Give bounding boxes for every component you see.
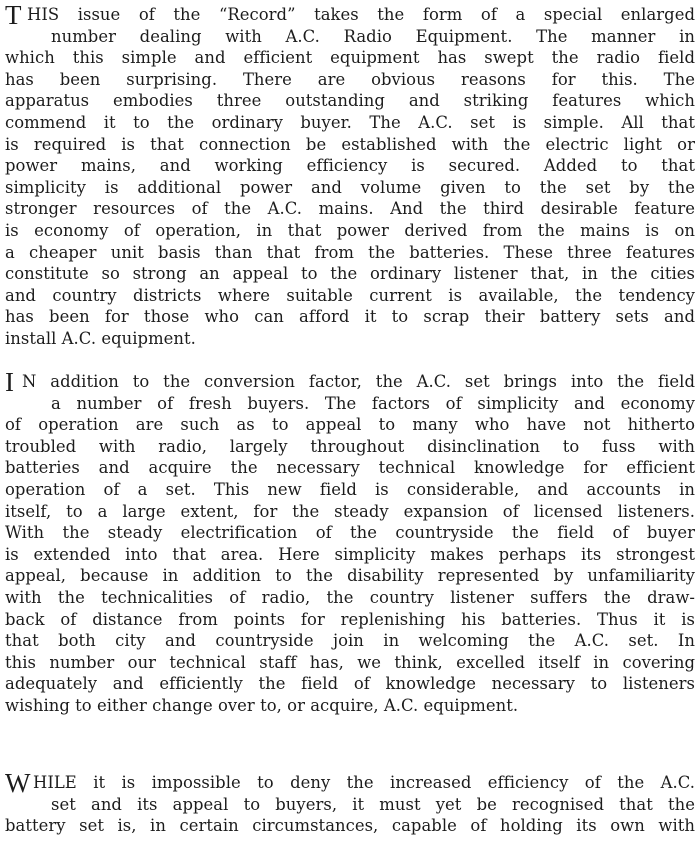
- text-line: and country districts where suitable current is available, the tendency: [5, 285, 695, 305]
- text-line: is extended into that area. Here simplicity makes perhaps its strongest: [5, 544, 695, 564]
- paragraph-1: [5, 0, 695, 350]
- text-line: a cheaper unit basis than that from the batteries. These three features: [5, 242, 695, 262]
- text-line: itself, to a large extent, for the steady expansion of licensed listeners.: [5, 501, 695, 521]
- text-line: battery set is, in certain circumstances, capable of holding its own with: [5, 816, 695, 836]
- text-line: HIS issue of the “Record” takes the form of a special enlarged: [27, 5, 695, 24]
- text-line: N addition to the conversion factor, the A.C. set brings into the field: [22, 372, 695, 391]
- text-line: this number our technical staff has, we think, excelled itself in covering: [5, 652, 695, 672]
- drop-cap: W: [5, 768, 31, 798]
- text-line: batteries and acquire the necessary technical knowledge for efficient: [5, 458, 695, 478]
- text-line: has been surprising. There are obvious reasons for this. The: [5, 69, 695, 89]
- text-line: HILE it is impossible to deny the increased efficiency of the A.C.: [33, 773, 695, 792]
- text-line: set and its appeal to buyers, it must yet be recognised that the: [51, 794, 695, 814]
- text-line: simplicity is additional power and volume given to the set by the: [5, 177, 695, 197]
- text-line: troubled with radio, largely throughout disinclination to fuss with: [5, 436, 695, 456]
- text-line: of operation are such as to appeal to many who have not hitherto: [5, 415, 695, 435]
- text-line: operation of a set. This new field is considerable, and accounts in: [5, 479, 695, 499]
- text-line: has been for those who can afford it to scrap their battery sets and: [5, 307, 695, 327]
- text-line: apparatus embodies three outstanding and striking features which: [5, 91, 695, 111]
- drop-cap: I: [5, 367, 14, 397]
- text-line: which this simple and efficient equipment has swept the radio field: [5, 48, 695, 68]
- text-line: power mains, and working efficiency is secured. Added to that: [5, 156, 695, 176]
- text-line: wishing to either change over to, or acquire, A.C. equipment.: [5, 695, 519, 715]
- paragraph-3: [5, 768, 695, 837]
- text-line: With the steady electrification of the countryside the field of buyer: [5, 523, 695, 543]
- drop-cap: T: [5, 0, 22, 30]
- text-line: install A.C. equipment.: [5, 328, 196, 348]
- text-line: appeal, because in addition to the disability represented by unfamiliarity: [5, 566, 695, 586]
- text-line: constitute so strong an appeal to the ordinary listener that, in the cities: [5, 264, 695, 284]
- text-line: that both city and countryside join in welcoming the A.C. set. In: [5, 631, 695, 651]
- text-line: back of distance from points for replenishing his batteries. Thus it is: [5, 609, 695, 629]
- text-line: stronger resources of the A.C. mains. And the third desirable feature: [5, 199, 695, 219]
- text-line: adequately and efficiently the field of knowledge necessary to listeners: [5, 674, 695, 694]
- text-line: with the technicalities of radio, the country listener suffers the draw-: [5, 587, 695, 607]
- text-line: number dealing with A.C. Radio Equipment. The manner in: [51, 26, 695, 46]
- text-line: a number of fresh buyers. The factors of simplicity and economy: [51, 393, 695, 413]
- text-line: is economy of operation, in that power derived from the mains is on: [5, 220, 695, 240]
- paragraph-2: [5, 367, 695, 717]
- text-line: commend it to the ordinary buyer. The A.C. set is simple. All that: [5, 112, 695, 132]
- text-line: is required is that connection be established with the electric light or: [5, 134, 695, 154]
